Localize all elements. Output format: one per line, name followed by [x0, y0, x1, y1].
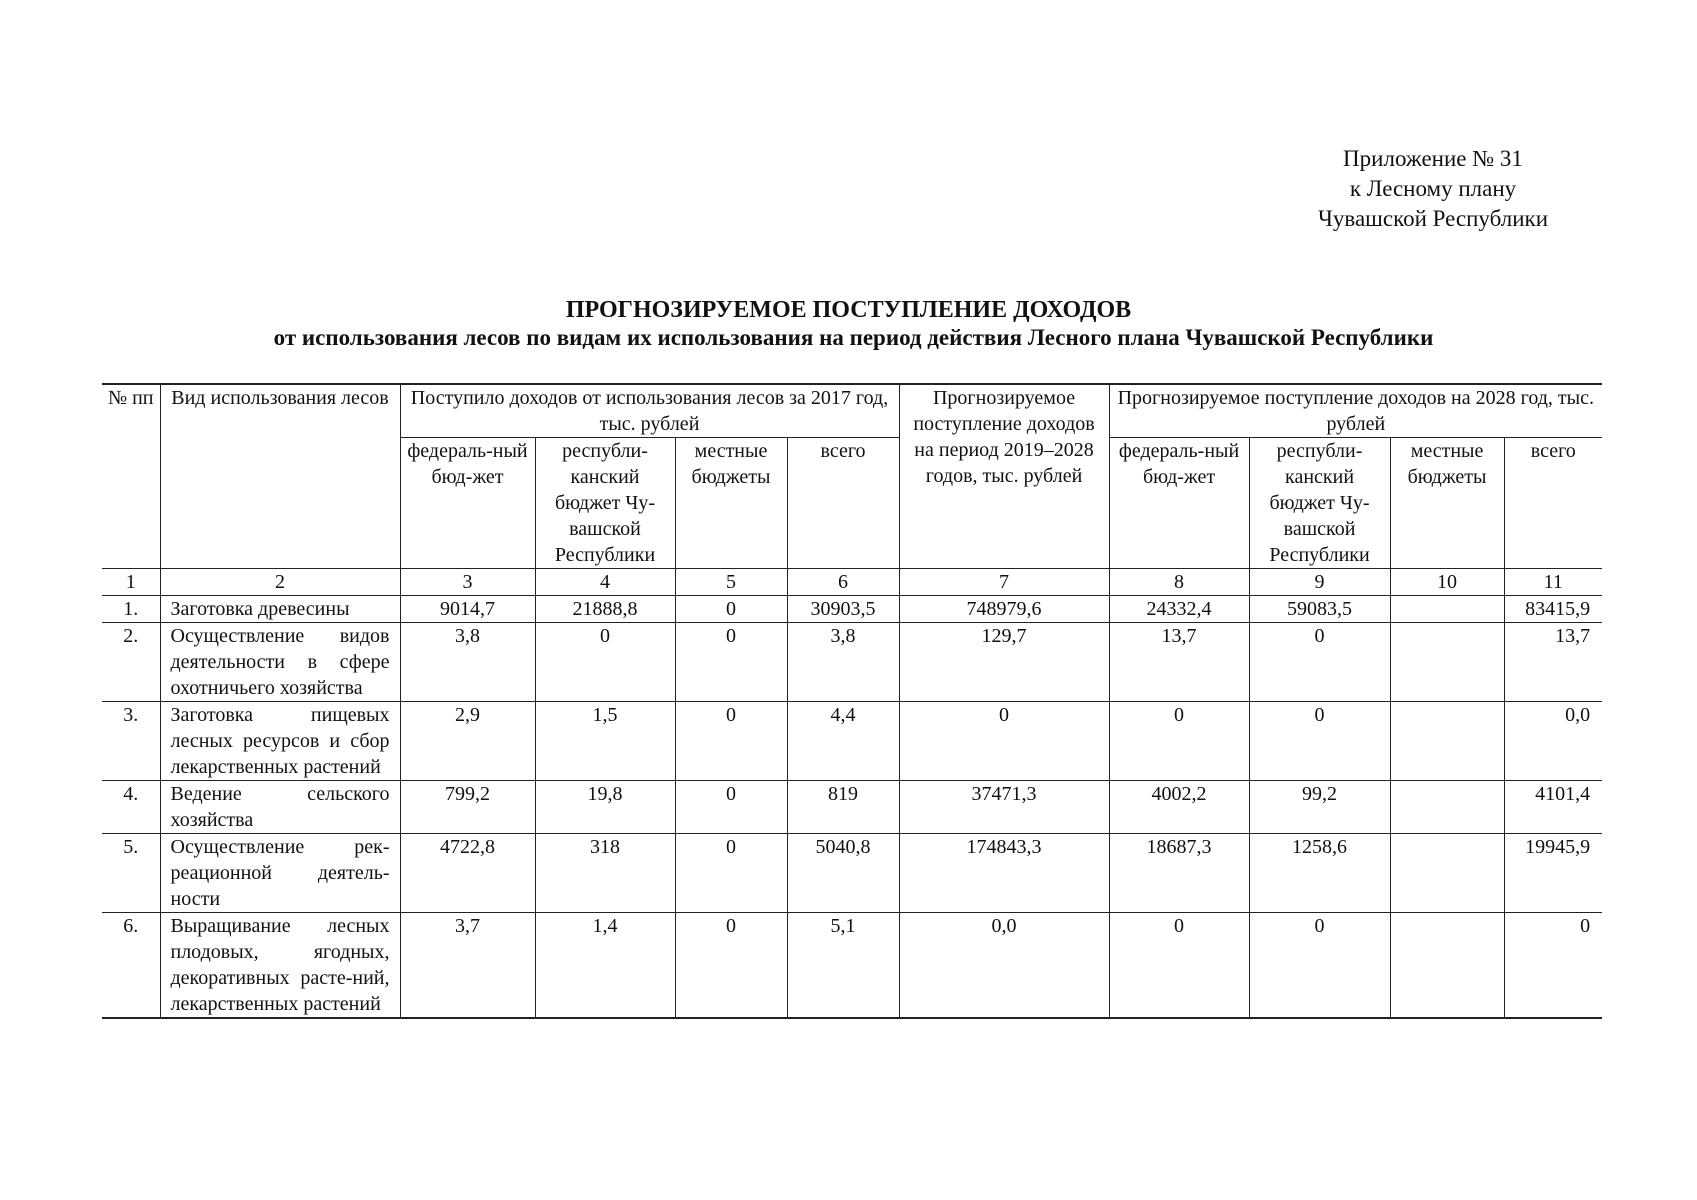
cell-local-2017: 0 — [675, 702, 787, 781]
row-number: 4. — [102, 781, 160, 834]
income-table — [102, 383, 1602, 1019]
row-forest-use-kind: Осуществление видов деятельности в сфере охотничьего хозяйства — [160, 623, 400, 702]
row-forest-use-kind: Выращивание лесных плодовых, ягодных, декоративных расте-ний, лекарственных растений — [160, 913, 400, 1019]
column-number: 4 — [535, 569, 675, 596]
cell-total-2017: 5,1 — [787, 913, 899, 1019]
header-forecast-2028: Прогнозируемое поступление доходов на 2028 год, тыс. рублей — [1109, 384, 1602, 438]
cell-local-2028 — [1390, 834, 1504, 913]
column-number: 3 — [400, 569, 535, 596]
cell-federal-2017: 3,7 — [400, 913, 535, 1019]
cell-republic-2017: 0 — [535, 623, 675, 702]
cell-republic-2017: 21888,8 — [535, 596, 675, 623]
header-local-2017: местные бюджеты — [675, 438, 787, 569]
appendix-republic: Чувашской Республики — [1317, 206, 1549, 231]
cell-local-2017: 0 — [675, 781, 787, 834]
header-total-2028: всего — [1504, 438, 1602, 569]
row-number: 6. — [102, 913, 160, 1019]
appendix-note — [1273, 144, 1593, 234]
cell-total-2017: 30903,5 — [787, 596, 899, 623]
row-number: 3. — [102, 702, 160, 781]
cell-federal-2028: 18687,3 — [1109, 834, 1249, 913]
title-subtitle: от использования лесов по видам их использования на период действия Лесного плана Чувашской Республики — [273, 325, 1434, 350]
column-number: 10 — [1390, 569, 1504, 596]
title-main: ПРОГНОЗИРУЕМОЕ ПОСТУПЛЕНИЕ ДОХОДОВ — [565, 297, 1132, 323]
cell-republic-2028: 99,2 — [1249, 781, 1390, 834]
header-local-2028: местные бюджеты — [1390, 438, 1504, 569]
header-forecast-period: Прогнозируемое поступление доходов на период 2019–2028 годов, тыс. рублей — [899, 384, 1109, 569]
cell-total-2028: 0,0 — [1504, 702, 1602, 781]
cell-republic-2028: 1258,6 — [1249, 834, 1390, 913]
cell-total-2028: 0 — [1504, 913, 1602, 1019]
header-republic-2017: республи-канский бюджет Чу-вашской Республики — [535, 438, 675, 569]
cell-republic-2017: 1,5 — [535, 702, 675, 781]
row-number: 1. — [102, 596, 160, 623]
cell-federal-2017: 3,8 — [400, 623, 535, 702]
column-number: 7 — [899, 569, 1109, 596]
header-row-1 — [102, 384, 1602, 438]
row-forest-use-kind: Ведение сельского хозяйства — [160, 781, 400, 834]
cell-local-2028 — [1390, 596, 1504, 623]
cell-federal-2017: 9014,7 — [400, 596, 535, 623]
cell-federal-2028: 4002,2 — [1109, 781, 1249, 834]
header-total-2017: всего — [787, 438, 899, 569]
header-federal-2028: федераль-ный бюд-жет — [1109, 438, 1249, 569]
appendix-plan: к Лесному плану — [1349, 176, 1517, 201]
cell-local-2017: 0 — [675, 834, 787, 913]
column-number: 9 — [1249, 569, 1390, 596]
cell-local-2017: 0 — [675, 596, 787, 623]
column-number: 6 — [787, 569, 899, 596]
table-row — [102, 834, 1602, 913]
header-federal-2017: федераль-ный бюд-жет — [400, 438, 535, 569]
cell-total-2017: 3,8 — [787, 623, 899, 702]
cell-forecast-2019-2028: 37471,3 — [899, 781, 1109, 834]
cell-republic-2028: 0 — [1249, 623, 1390, 702]
header-num: № пп — [102, 384, 160, 569]
row-number: 2. — [102, 623, 160, 702]
table-row — [102, 702, 1602, 781]
cell-local-2028 — [1390, 702, 1504, 781]
row-forest-use-kind: Осуществление рек-реационной деятель-ности — [160, 834, 400, 913]
cell-federal-2017: 2,9 — [400, 702, 535, 781]
row-forest-use-kind: Заготовка древесины — [160, 596, 400, 623]
document-title — [0, 296, 1697, 352]
cell-total-2028: 13,7 — [1504, 623, 1602, 702]
row-number: 5. — [102, 834, 160, 913]
cell-federal-2028: 13,7 — [1109, 623, 1249, 702]
cell-total-2028: 83415,9 — [1504, 596, 1602, 623]
cell-total-2028: 4101,4 — [1504, 781, 1602, 834]
header-republic-2028: республи-канский бюджет Чу-вашской Республики — [1249, 438, 1390, 569]
table-row — [102, 623, 1602, 702]
table-row — [102, 781, 1602, 834]
column-number-row — [102, 569, 1602, 596]
row-forest-use-kind: Заготовка пищевых лесных ресурсов и сбор лекарственных растений — [160, 702, 400, 781]
column-number: 2 — [160, 569, 400, 596]
cell-republic-2017: 318 — [535, 834, 675, 913]
cell-republic-2028: 59083,5 — [1249, 596, 1390, 623]
table-row — [102, 596, 1602, 623]
cell-local-2017: 0 — [675, 913, 787, 1019]
cell-federal-2028: 0 — [1109, 913, 1249, 1019]
cell-federal-2017: 799,2 — [400, 781, 535, 834]
cell-federal-2028: 24332,4 — [1109, 596, 1249, 623]
column-number: 5 — [675, 569, 787, 596]
cell-republic-2028: 0 — [1249, 702, 1390, 781]
cell-forecast-2019-2028: 0,0 — [899, 913, 1109, 1019]
cell-federal-2017: 4722,8 — [400, 834, 535, 913]
cell-forecast-2019-2028: 748979,6 — [899, 596, 1109, 623]
cell-total-2017: 5040,8 — [787, 834, 899, 913]
cell-federal-2028: 0 — [1109, 702, 1249, 781]
cell-local-2028 — [1390, 623, 1504, 702]
appendix-number: Приложение № 31 — [1343, 146, 1523, 171]
cell-republic-2017: 19,8 — [535, 781, 675, 834]
column-number: 1 — [102, 569, 160, 596]
cell-total-2028: 19945,9 — [1504, 834, 1602, 913]
column-number: 8 — [1109, 569, 1249, 596]
column-number: 11 — [1504, 569, 1602, 596]
cell-local-2028 — [1390, 913, 1504, 1019]
cell-forecast-2019-2028: 174843,3 — [899, 834, 1109, 913]
cell-local-2017: 0 — [675, 623, 787, 702]
cell-forecast-2019-2028: 129,7 — [899, 623, 1109, 702]
cell-local-2028 — [1390, 781, 1504, 834]
cell-republic-2028: 0 — [1249, 913, 1390, 1019]
cell-forecast-2019-2028: 0 — [899, 702, 1109, 781]
cell-total-2017: 4,4 — [787, 702, 899, 781]
header-received-2017: Поступило доходов от использования лесов за 2017 год, тыс. рублей — [400, 384, 899, 438]
cell-republic-2017: 1,4 — [535, 913, 675, 1019]
table-row — [102, 913, 1602, 1019]
cell-total-2017: 819 — [787, 781, 899, 834]
header-kind: Вид использования лесов — [160, 384, 400, 569]
